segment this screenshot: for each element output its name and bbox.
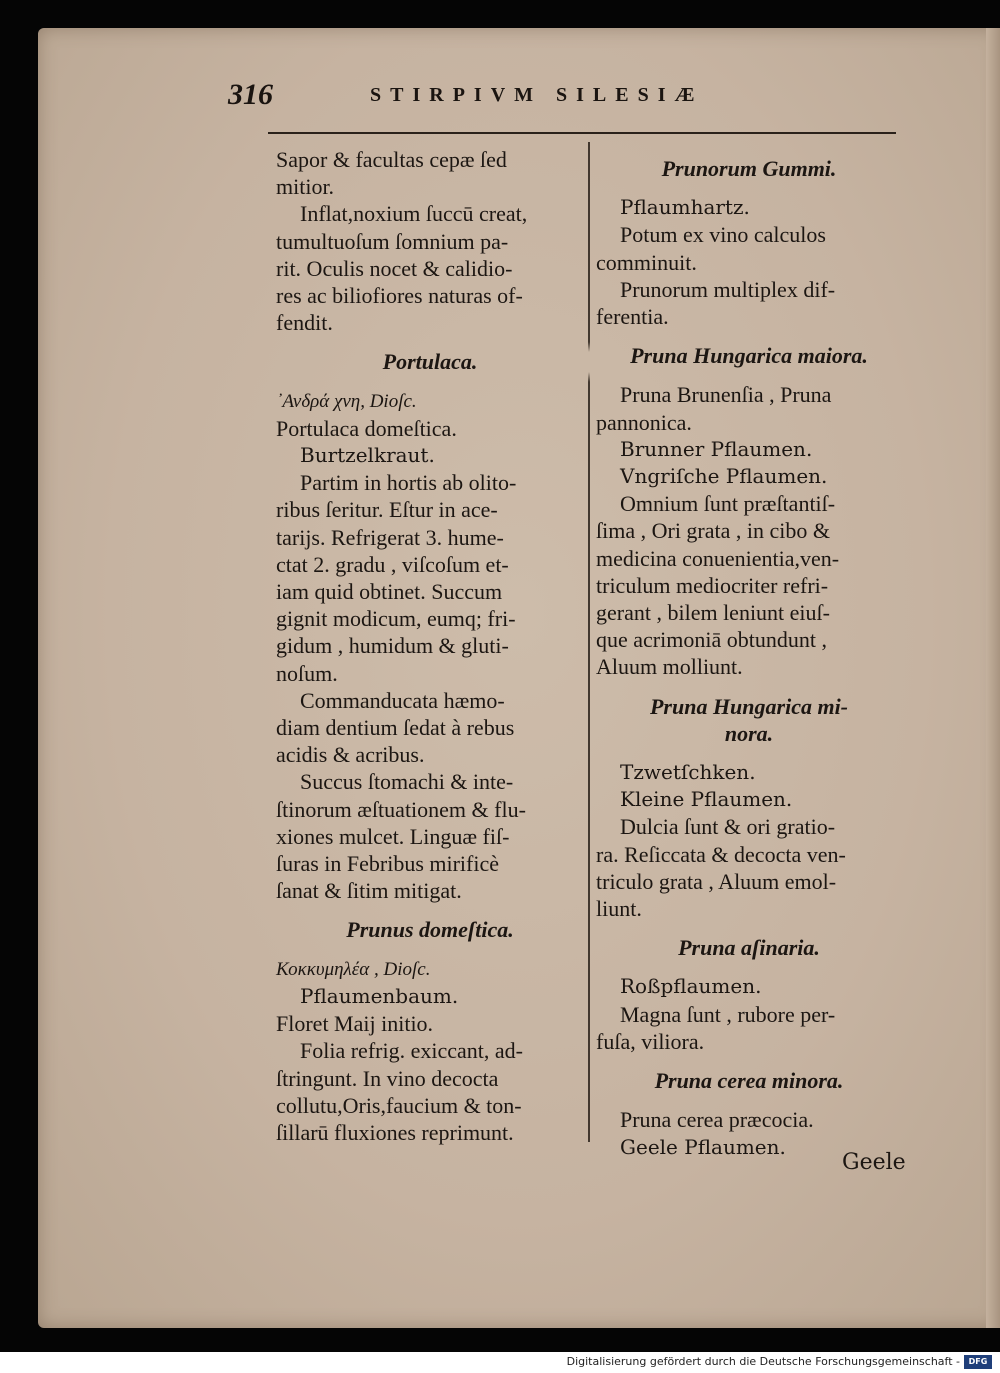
heading-spacer — [596, 747, 902, 759]
section-heading: Pruna cerea minora. — [654, 1068, 844, 1094]
text-line: Folia refrig. exiccant, ad- — [300, 1038, 523, 1064]
text-line: gidum , humidum & gluti- — [276, 633, 509, 659]
running-title: STIRPIVM SILESIÆ — [370, 84, 704, 106]
section-heading: Prunus domeſtica. — [346, 917, 514, 943]
text-line: tarijs. Refrigerat 3. hume- — [276, 524, 504, 550]
page-header — [228, 78, 888, 118]
text-line: Pflaumenbaum. — [300, 983, 459, 1008]
text-line: ſanat & ſitim mitigat. — [276, 878, 462, 904]
text-line: Magna ſunt , rubore per- — [620, 1001, 836, 1027]
section-heading: Pruna aſinaria. — [678, 935, 820, 961]
text-line: ſuras in Febribus mirificè — [276, 851, 500, 877]
text-line: triculum mediocriter refri- — [596, 572, 829, 598]
text-line: ᾽Ανδρά χνη, Dioſc. — [276, 390, 417, 412]
footer-bar — [0, 1352, 1000, 1373]
page-number: 316 — [228, 78, 273, 111]
text-line: Aluum molliunt. — [596, 654, 743, 680]
text-line: Kleine Pflaumen. — [620, 787, 793, 812]
heading-spacer — [276, 376, 584, 388]
text-line: diam dentium ſedat à rebus — [276, 715, 515, 741]
text-line: triculo grata , Aluum emol- — [596, 868, 837, 894]
text-line: Brunner Pflaumen. — [620, 436, 813, 461]
text-line: fuſa, viliora. — [596, 1028, 705, 1054]
heading-spacer — [276, 904, 584, 916]
section-heading: Portulaca. — [382, 349, 478, 375]
text-line: gignit modicum, eumq; fri- — [276, 606, 516, 632]
text-line: Partim in hortis ab olito- — [300, 470, 517, 496]
heading-spacer — [596, 182, 902, 194]
text-line: iam quid obtinet. Succum — [276, 579, 503, 605]
section-heading: Prunorum Gummi. — [661, 156, 837, 181]
text-line: Dulcia ſunt & ori gratio- — [620, 814, 836, 840]
right-column — [596, 143, 902, 1161]
text-line: collutu,Oris,faucium & ton- — [276, 1092, 522, 1118]
text-line: xiones mulcet. Linguæ fiſ- — [276, 823, 510, 849]
text-line: Omnium ſunt præſtantiſ- — [620, 491, 836, 517]
text-line: res ac biliofiores naturas of- — [276, 283, 523, 309]
text-line: ſtinorum æſtuationem & flu- — [276, 796, 526, 822]
heading-spacer — [596, 1094, 902, 1106]
text-line: Commanducata hæmo- — [300, 687, 505, 713]
dfg-logo: DFG — [964, 1355, 992, 1369]
left-column — [276, 146, 584, 1146]
heading-spacer — [276, 944, 584, 956]
text-line: Sapor & facultas cepæ ſed — [276, 147, 507, 172]
heading-spacer — [596, 369, 902, 381]
heading-spacer — [596, 143, 902, 155]
heading-spacer — [276, 336, 584, 348]
section-heading: nora. — [724, 720, 774, 746]
text-line: Succus ſtomachi & inte- — [300, 769, 514, 795]
section-heading: Pruna Hungarica mi- — [649, 693, 849, 719]
text-line: Burtzelkraut. — [300, 443, 435, 468]
text-line: fendit. — [276, 310, 333, 336]
heading-spacer — [596, 922, 902, 934]
text-line: pannonica. — [596, 409, 692, 435]
text-line: mitior. — [276, 174, 335, 200]
text-line: tumultuoſum ſomnium pa- — [276, 228, 509, 254]
heading-spacer — [596, 681, 902, 693]
text-line: Roßpflaumen. — [620, 974, 762, 999]
text-line: ſtringunt. In vino decocta — [276, 1065, 499, 1091]
text-line: acidis & acribus. — [276, 742, 425, 768]
text-line: Potum ex vino calculos — [620, 222, 826, 248]
heading-spacer — [596, 1055, 902, 1067]
text-line: liunt. — [596, 896, 642, 922]
text-line: gerant , bilem leniunt eiuſ- — [596, 600, 830, 626]
text-line: ctat 2. gradu , viſcoſum et- — [276, 551, 509, 577]
text-line: Pruna cerea præcocia. — [620, 1107, 814, 1133]
header-rule — [268, 132, 896, 134]
text-line: Κοκκυμηλέα , Dioſc. — [276, 958, 431, 980]
text-line: noſum. — [276, 660, 338, 686]
text-line: ſima , Ori grata , in cibo & — [596, 518, 830, 544]
text-line: Portulaca domeſtica. — [276, 415, 457, 441]
text-line: Floret Maij initio. — [276, 1011, 434, 1037]
footer-credit: Digitalisierung gefördert durch die Deutsche Forschungsgemeinschaft - — [566, 1355, 960, 1368]
page-edge — [986, 28, 1000, 1328]
text-line: Prunorum multiplex dif- — [620, 276, 836, 302]
text-line: que acrimoniā obtundunt , — [596, 627, 827, 653]
section-heading: Pruna Hungarica maiora. — [630, 343, 868, 369]
heading-spacer — [596, 961, 902, 973]
text-line: ferentia. — [596, 304, 669, 330]
text-line: Pruna Brunenſia , Pruna — [620, 382, 832, 408]
text-line: Tzwetſchken. — [620, 760, 756, 785]
heading-spacer — [596, 330, 902, 342]
text-line: Vngriſche Pflaumen. — [620, 464, 828, 489]
catchword: Geele — [842, 1150, 906, 1175]
text-line: ribus ſeritur. Eſtur in ace- — [276, 497, 498, 523]
column-divider — [588, 142, 590, 1142]
text-line: Geele Pflaumen. — [620, 1134, 786, 1159]
text-line: Inflat,noxium ſuccū creat, — [300, 201, 528, 227]
text-line: Pflaumhartz. — [620, 195, 750, 220]
text-line: comminuit. — [596, 249, 697, 275]
text-line: medicina conuenientia,ven- — [596, 545, 840, 571]
text-line: ra. Reſiccata & decocta ven- — [596, 841, 846, 867]
text-line: rit. Oculis nocet & calidio- — [276, 255, 513, 281]
text-line: ſillarū fluxiones reprimunt. — [276, 1119, 514, 1145]
